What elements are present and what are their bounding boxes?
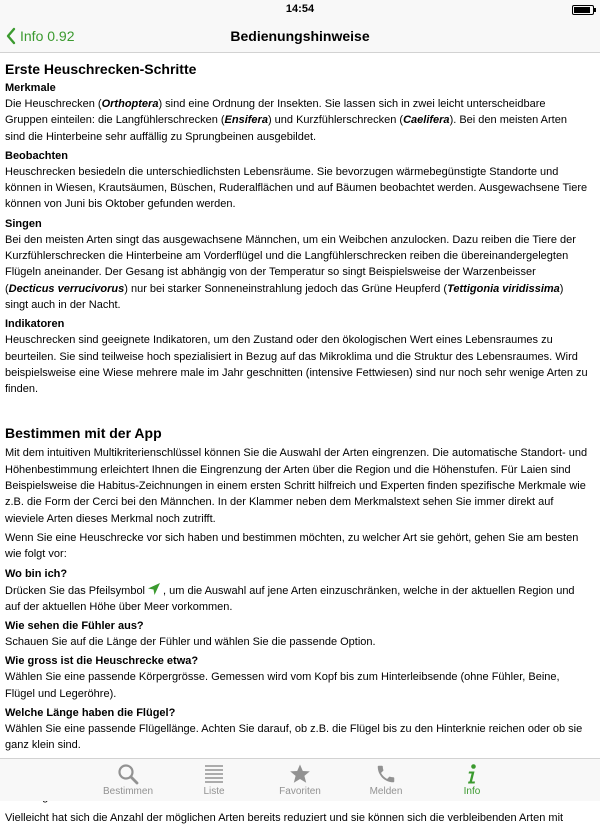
paragraph-where-am-i: Drücken Sie das Pfeilsymbol , um die Auswahl auf jene Arten einzuschränken, welche in der aktuellen Region und auf der aktuellen Höhe über Meer vorkommen. (5, 582, 588, 616)
star-icon (289, 763, 311, 785)
status-bar (0, 0, 600, 20)
tab-liste[interactable] (174, 759, 254, 801)
paragraph-identify-intro: Mit dem intuitiven Multikriterienschlüssel können Sie die Auswahl der Arten eingrenzen. Die automatische Standort- und Höhenbestimmung erleichtert Ihnen die Eingrenzung der Arten über die Region und die Höhenstufen. Für Laien sind Beispielsweise die Habitus-Zeichnungen in einem ersten Schritt hilfreich und Experten finden spezifische Merkmale wie z.B. die Form der Cerci bei den Männchen. In der Klammer neben dem Merkmalstext sehen Sie immer direkt auf wieviele Arten dieses Merkmal noch zutrifft. (5, 447, 588, 525)
tab-label: Bestimmen (102, 786, 153, 797)
battery-icon (572, 5, 594, 15)
phone-icon (375, 763, 397, 785)
tab-label: Favoriten (279, 786, 321, 797)
heading-wings: Welche Länge haben die Flügel? (5, 707, 176, 720)
heading-indikatoren: Indikatoren (5, 318, 65, 331)
heading-antennae: Wie sehen die Fühler aus? (5, 620, 144, 633)
heading-merkmale: Merkmale (5, 82, 56, 94)
tab-info[interactable] (432, 759, 512, 801)
heading-where-am-i: Wo bin ich? (5, 567, 68, 580)
heading-singen: Singen (5, 217, 42, 230)
list-icon (203, 763, 225, 785)
tab-bar (0, 758, 600, 801)
paragraph-singen: Bei den meisten Arten singt das ausgewachsene Männchen, um ein Weibchen anzulocken. Dazu reiben die Tiere der Kurzfühlerschrecken die Hinterbeine am Vorderflügel und die Langfühlerschrecken reiben die übereinandergelegten Flügeln aneinander. Der Gesang ist abhängig von der Temperatur so singt Beispielsweise der Warzenbeisser (Decticus verrucivorus) nur bei starker Sonneneinstrahlung jedoch das Grüne Heupferd (Tettigonia viridissima) singt auch in der Nacht. (5, 233, 576, 311)
tab-favoriten[interactable] (260, 759, 340, 801)
tab-melden[interactable] (346, 759, 426, 801)
paragraph-identify-intro2: Wenn Sie eine Heuschrecke vor sich haben und bestimmen möchten, zu welcher Art sie gehört, gehen Sie am besten wie folgt vor: (5, 531, 579, 561)
heading-size: Wie gross ist die Heuschrecke etwa? (5, 655, 199, 668)
status-time: 14:54 (285, 3, 315, 15)
back-button-label: Info 0.92 (20, 28, 75, 44)
paragraph-beobachten: Heuschrecken besiedeln die unterschiedlichsten Lebensräume. Sie bevorzugen wärmebegünstigte Standorte und können in Wiesen, Krautsäumen, Büschen, Ruderalflächen und auf Bäumen beobachtet werden. Ausgewachsene Tiere können von Juni bis Oktober gefunden werden. (5, 165, 588, 211)
section-title-first-steps: Erste Heuschrecken-Schritte (5, 61, 197, 77)
paragraph-merkmale: Die Heuschrecken (Orthoptera) sind eine Ordnung der Insekten. Sie lassen sich in zwei leicht unterscheidbare Gruppen einteilen: die Langfühlerschrecken (Ensifera) und Kurzfühlerschrecken (Caelifera). Bei den meisten Arten sind die Hinterbeine sehr auffällig zu Sprungbeinen ausgebildet. (5, 98, 567, 143)
tab-bestimmen[interactable] (88, 759, 168, 801)
paragraph-antennae: Schauen Sie auf die Länge der Fühler und wählen Sie die passende Option. (5, 636, 376, 649)
navigation-bar (0, 20, 600, 53)
paragraph-outro: Vielleicht hat sich die Anzahl der möglichen Arten bereits reduziert und sie können sich die verbleibenden Arten mit (5, 812, 564, 825)
info-icon (461, 763, 483, 785)
paragraph-size: Wählen Sie eine passende Körpergrösse. Gemessen wird vom Kopf bis zum Hinterleibsende (ohne Fühler, Beine, Flügel und Legeröhre). (5, 671, 560, 700)
tab-label: Melden (369, 786, 403, 797)
tab-label: Info (463, 786, 481, 797)
section-title-identify: Bestimmen mit der App (5, 425, 162, 442)
paragraph-indikatoren: Heuschrecken sind geeignete Indikatoren, um den Zustand oder den ökologischen Wert eines Lebensraumes zu beurteilen. Sie sind teilweise hoch spezialisiert in Bezug auf das Mikroklima und die Struktur des Lebensraumes. Wird beispielsweise eine Wiese mehrere male im Jahr geschnitten (intensive Fettwiesen) sind nur noch sehr wenige Arten zu finden. (5, 334, 588, 396)
heading-beobachten: Beobachten (5, 149, 68, 162)
tab-label: Liste (203, 786, 225, 797)
search-icon (117, 763, 139, 785)
battery-level (574, 7, 590, 13)
paragraph-wings: Wählen Sie eine passende Flügellänge. Achten Sie darauf, ob z.B. die Flügel bis zu den Hinterknie reichen oder ob sie ganz klein sind. (5, 723, 583, 752)
page-title: Bedienungshinweise (230, 28, 370, 44)
location-arrow-icon (147, 582, 161, 596)
